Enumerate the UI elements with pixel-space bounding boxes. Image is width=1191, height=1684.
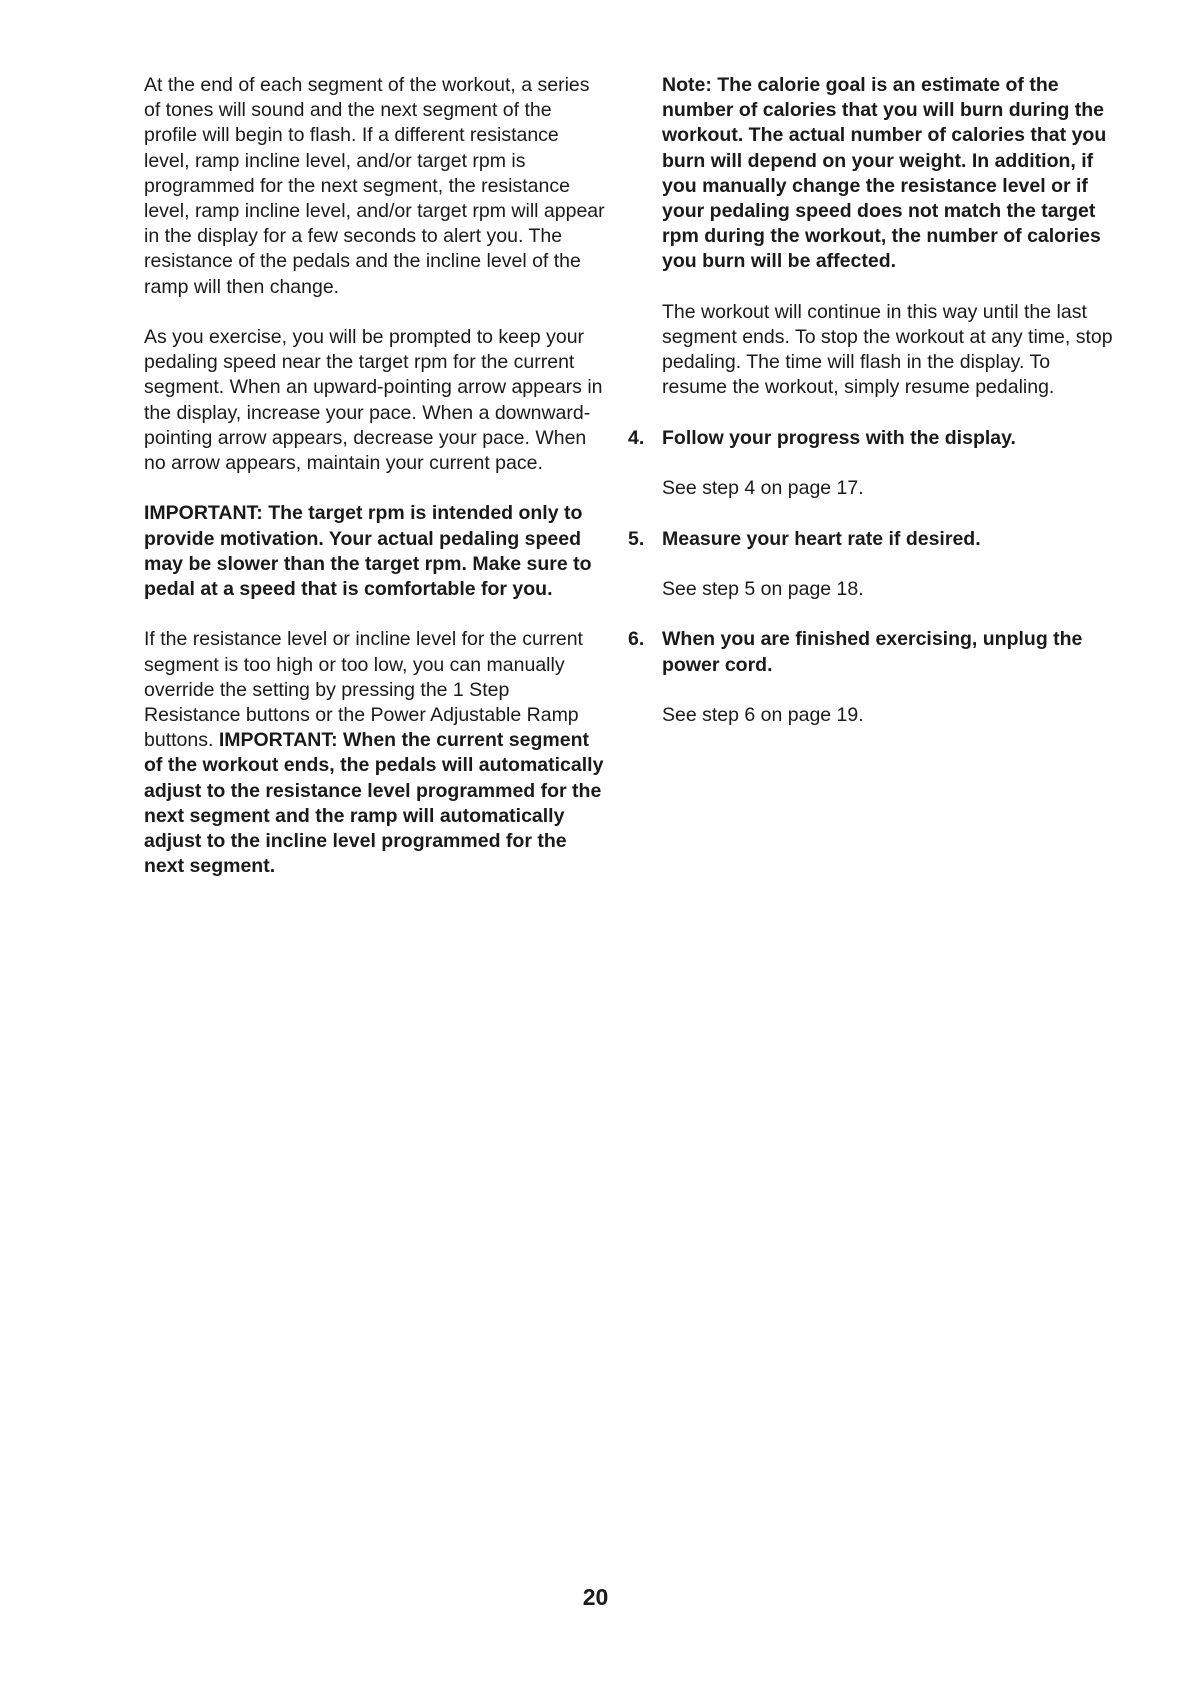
step-title: Measure your heart rate if desired. xyxy=(662,527,981,550)
manual-override-text: If the resistance level or incline level for the current segment is too high or too low, you can manually override the setting by pressing the 1 Step Resistance buttons or the Power Adjustable Ramp buttons. xyxy=(144,628,583,752)
step-number: 5. xyxy=(628,527,645,550)
paragraph-manual-override xyxy=(144,627,609,879)
step-detail: See step 4 on page 17. xyxy=(662,477,864,500)
paragraph-segment-end: At the end of each segment of the workout, a series of tones will sound and the next segment of the profile will begin to flash. If a different resistance level, ramp incline level, and/or target rpm is programmed for the next segment, the resistance level, ramp incline level, and/or target rpm will appear in the display for a few seconds to alert you. The resistance of the pedals and the incline level of the ramp will then change. xyxy=(144,74,605,298)
step-title: When you are finished exercising, unplug the power cord. xyxy=(662,628,1083,676)
right-column xyxy=(628,73,1120,753)
step-5 xyxy=(628,527,1120,552)
step-number: 6. xyxy=(628,628,645,651)
step-number: 4. xyxy=(628,426,645,449)
important-segment-ends: IMPORTANT: When the current segment of the workout ends, the pedals will automatically adjust to the resistance level programmed for the next segment and the ramp will automatically adjust to the incline level programmed for the next segment. xyxy=(144,729,604,878)
step-4 xyxy=(628,426,1120,451)
important-target-rpm: IMPORTANT: The target rpm is intended only to provide motivation. Your actual pedaling speed may be slower than the target rpm. Make sure to pedal at a speed that is comfortable for you. xyxy=(144,502,592,601)
step-6 xyxy=(628,627,1120,677)
step-detail: See step 5 on page 18. xyxy=(662,577,864,600)
left-column xyxy=(144,73,609,905)
step-detail: See step 6 on page 19. xyxy=(662,703,864,726)
page-number: 20 xyxy=(582,1584,609,1610)
paragraph-workout-continue: The workout will continue in this way until the last segment ends. To stop the workout at any time, stop pedaling. The time will flash in the display. To resume the workout, simply resume pedaling. xyxy=(662,300,1113,399)
paragraph-pedaling-speed: As you exercise, you will be prompted to keep your pedaling speed near the target rpm for the current segment. When an upward-pointing arrow appears in the display, increase your pace. When a downward-pointing arrow appears, decrease your pace. When no arrow appears, maintain your current pace. xyxy=(144,326,603,475)
calorie-goal-note: Note: The calorie goal is an estimate of the number of calories that you will burn during the workout. The actual number of calories that you burn will depend on your weight. In addition, if you manually change the resistance level or if your pedaling speed does not match the target rpm during the workout, the number of calories you burn will be affected. xyxy=(662,74,1107,273)
step-title: Follow your progress with the display. xyxy=(662,426,1016,449)
